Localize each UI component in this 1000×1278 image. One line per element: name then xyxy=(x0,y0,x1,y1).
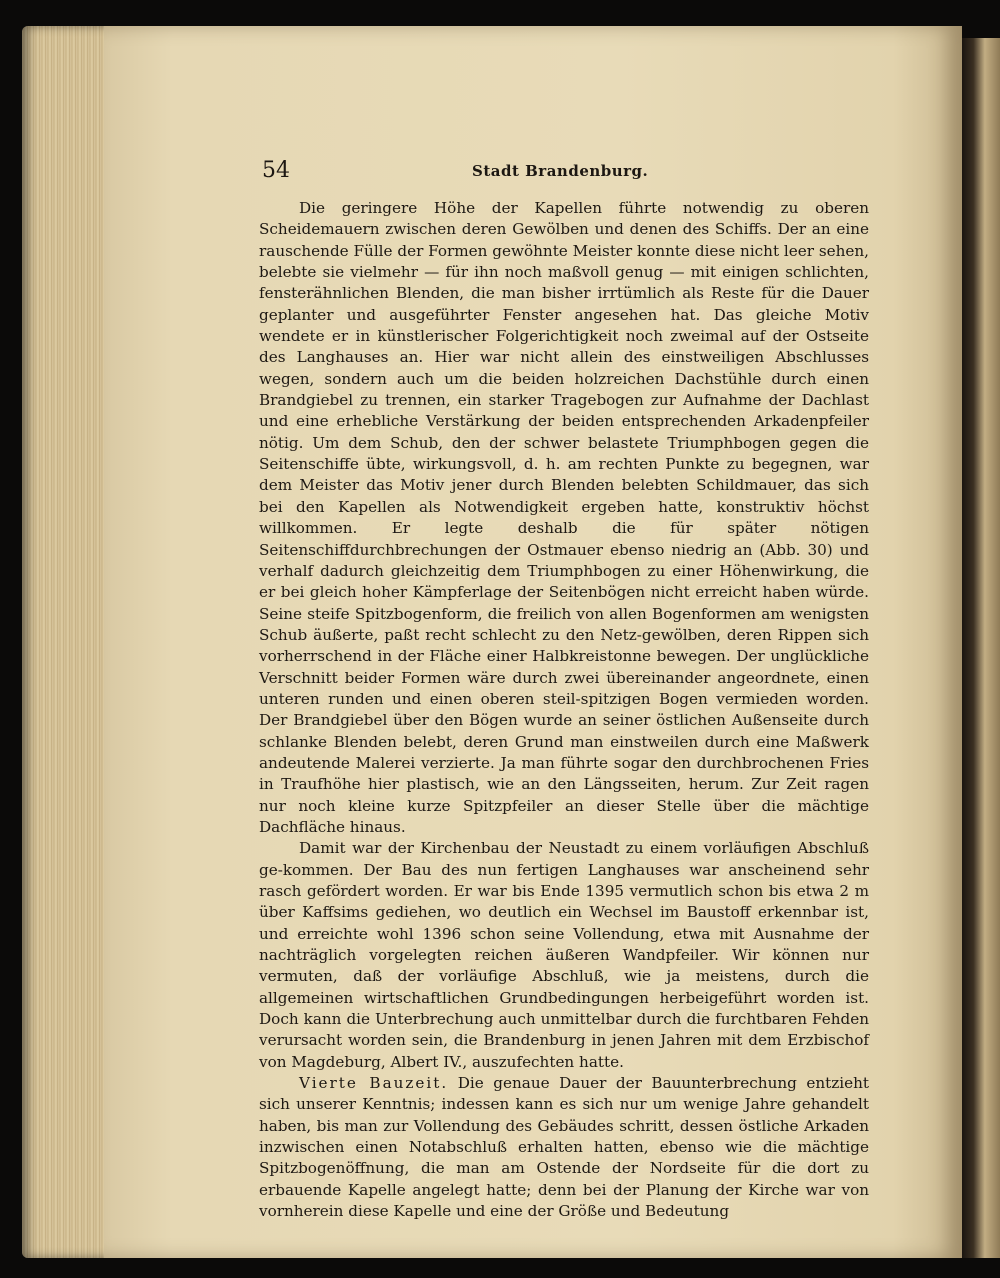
page-number: 54 xyxy=(262,158,290,183)
section-lead: Vierte Bauzeit. xyxy=(299,1074,449,1093)
paragraph-text: Die genaue Dauer der Bauunterbrechung entzieht sich unserer Kenntnis; indessen kann es sich nur um wenige Jahre gehandelt haben, bis man zur Vollendung des Gebäudes schritt, dessen östliche Arkaden inzwischen einen Notabschluß erhalten hatten, ebenso wie die mächtige Spitzbogenöffnung, die man am Ostende der Nordseite für die dort zu erbauende Kapelle angelegt hatte; denn bei der Planung der Kirche war von vornherein diese Kapelle und eine der Größe und Bedeutung xyxy=(259,1074,869,1221)
paragraph xyxy=(259,198,869,838)
paragraph xyxy=(259,838,869,1073)
paragraph-text: Damit war der Kirchenbau der Neustadt zu einem vorläufigen Abschluß ge-kommen. Der Bau des nun fertigen Langhauses war anscheinend sehr rasch gefördert worden. Er war bis Ende 1395 vermutlich schon bis etwa 2 m über Kaffsims gediehen, wo deutlich ein Wechsel im Baustoff erkennbar ist, und erreichte wohl 1396 schon seine Vollendung, etwa mit Ausnahme der nachträglich vorgelegten reichen äußeren Wandpfeiler. Wir können nur vermuten, daß der vorläufige Abschluß, wie ja meistens, durch die allgemeinen wirtschaftlichen Grundbedingungen herbeigeführt worden ist. Doch kann die Unterbrechung auch unmittelbar durch die furchtbaren Fehden verursacht worden sein, die Brandenburg in jenen Jahren mit dem Erzbischof von Magdeburg, Albert IV., auszufechten hatte. xyxy=(259,839,869,1071)
paragraph xyxy=(259,1073,869,1222)
page-stack-edges xyxy=(22,26,110,1258)
running-title: Stadt Brandenburg. xyxy=(472,162,649,180)
page-header xyxy=(262,158,870,188)
book-gutter xyxy=(962,38,1000,1258)
paragraph-text: Die geringere Höhe der Kapellen führte notwendig zu oberen Scheidemauern zwischen deren Gewölben und denen des Schiffs. Der an eine rauschende Fülle der Formen gewöhnte Meister konnte diese nicht leer sehen, belebte sie vielmehr — für ihn noch maßvoll genug — mit einigen schlichten, fensterähnlichen Blenden, die man bisher irrtümlich als Reste für die Dauer geplanter und ausgeführter Fenster angesehen hat. Das gleiche Motiv wendete er in künstlerischer Folgerichtigkeit noch zweimal auf der Ostseite des Langhauses an. Hier war nicht allein des einstweiligen Abschlusses wegen, sondern auch um die beiden holzreichen Dachstühle durch einen Brandgiebel zu trennen, ein starker Tragebogen zur Aufnahme der Dachlast und eine erhebliche Verstärkung der beiden entsprechenden Arkadenpfeiler nötig. Um dem Schub, den der schwer belastete Triumphbogen gegen die Seitenschiffe übte, wirkungsvoll, d. h. am rechten Punkte zu begegnen, war dem Meister das Motiv jener durch Blenden belebten Schildmauer, das sich bei den Kapellen als Notwendigkeit ergeben hatte, konstruktiv höchst willkommen. Er legte deshalb die für später nötigen Seitenschiffdurchbrechungen der Ostmauer ebenso niedrig an (Abb. 30) und verhalf dadurch gleichzeitig dem Triumphbogen zu einer Höhenwirkung, die er bei gleich hoher Kämpferlage der Seitenbögen nicht erreicht haben würde. Seine steife Spitzbogenform, die freilich von allen Bogenformen am wenigsten Schub äußerte, paßt recht schlecht zu den Netz-gewölben, deren Rippen sich vorherrschend in der Fläche einer Halbkreistonne bewegen. Der unglückliche Verschnitt beider Formen wäre durch zwei übereinander angeordnete, einen unteren runden und einen oberen steil-spitzigen Bogen vermieden worden. Der Brandgiebel über den Bögen wurde an seiner östlichen Außenseite durch schlanke Blenden belebt, deren Grund man einstweilen durch eine Maßwerk andeutende Malerei verzierte. Ja man führte sogar den durchbrochenen Fries in Traufhöhe hier plastisch, wie an den Längsseiten, herum. Zur Zeit ragen nur noch kleine kurze Spitzpfeiler an dieser Stelle über die mächtige Dachfläche hinaus. xyxy=(259,199,869,836)
body-text xyxy=(259,198,869,1223)
